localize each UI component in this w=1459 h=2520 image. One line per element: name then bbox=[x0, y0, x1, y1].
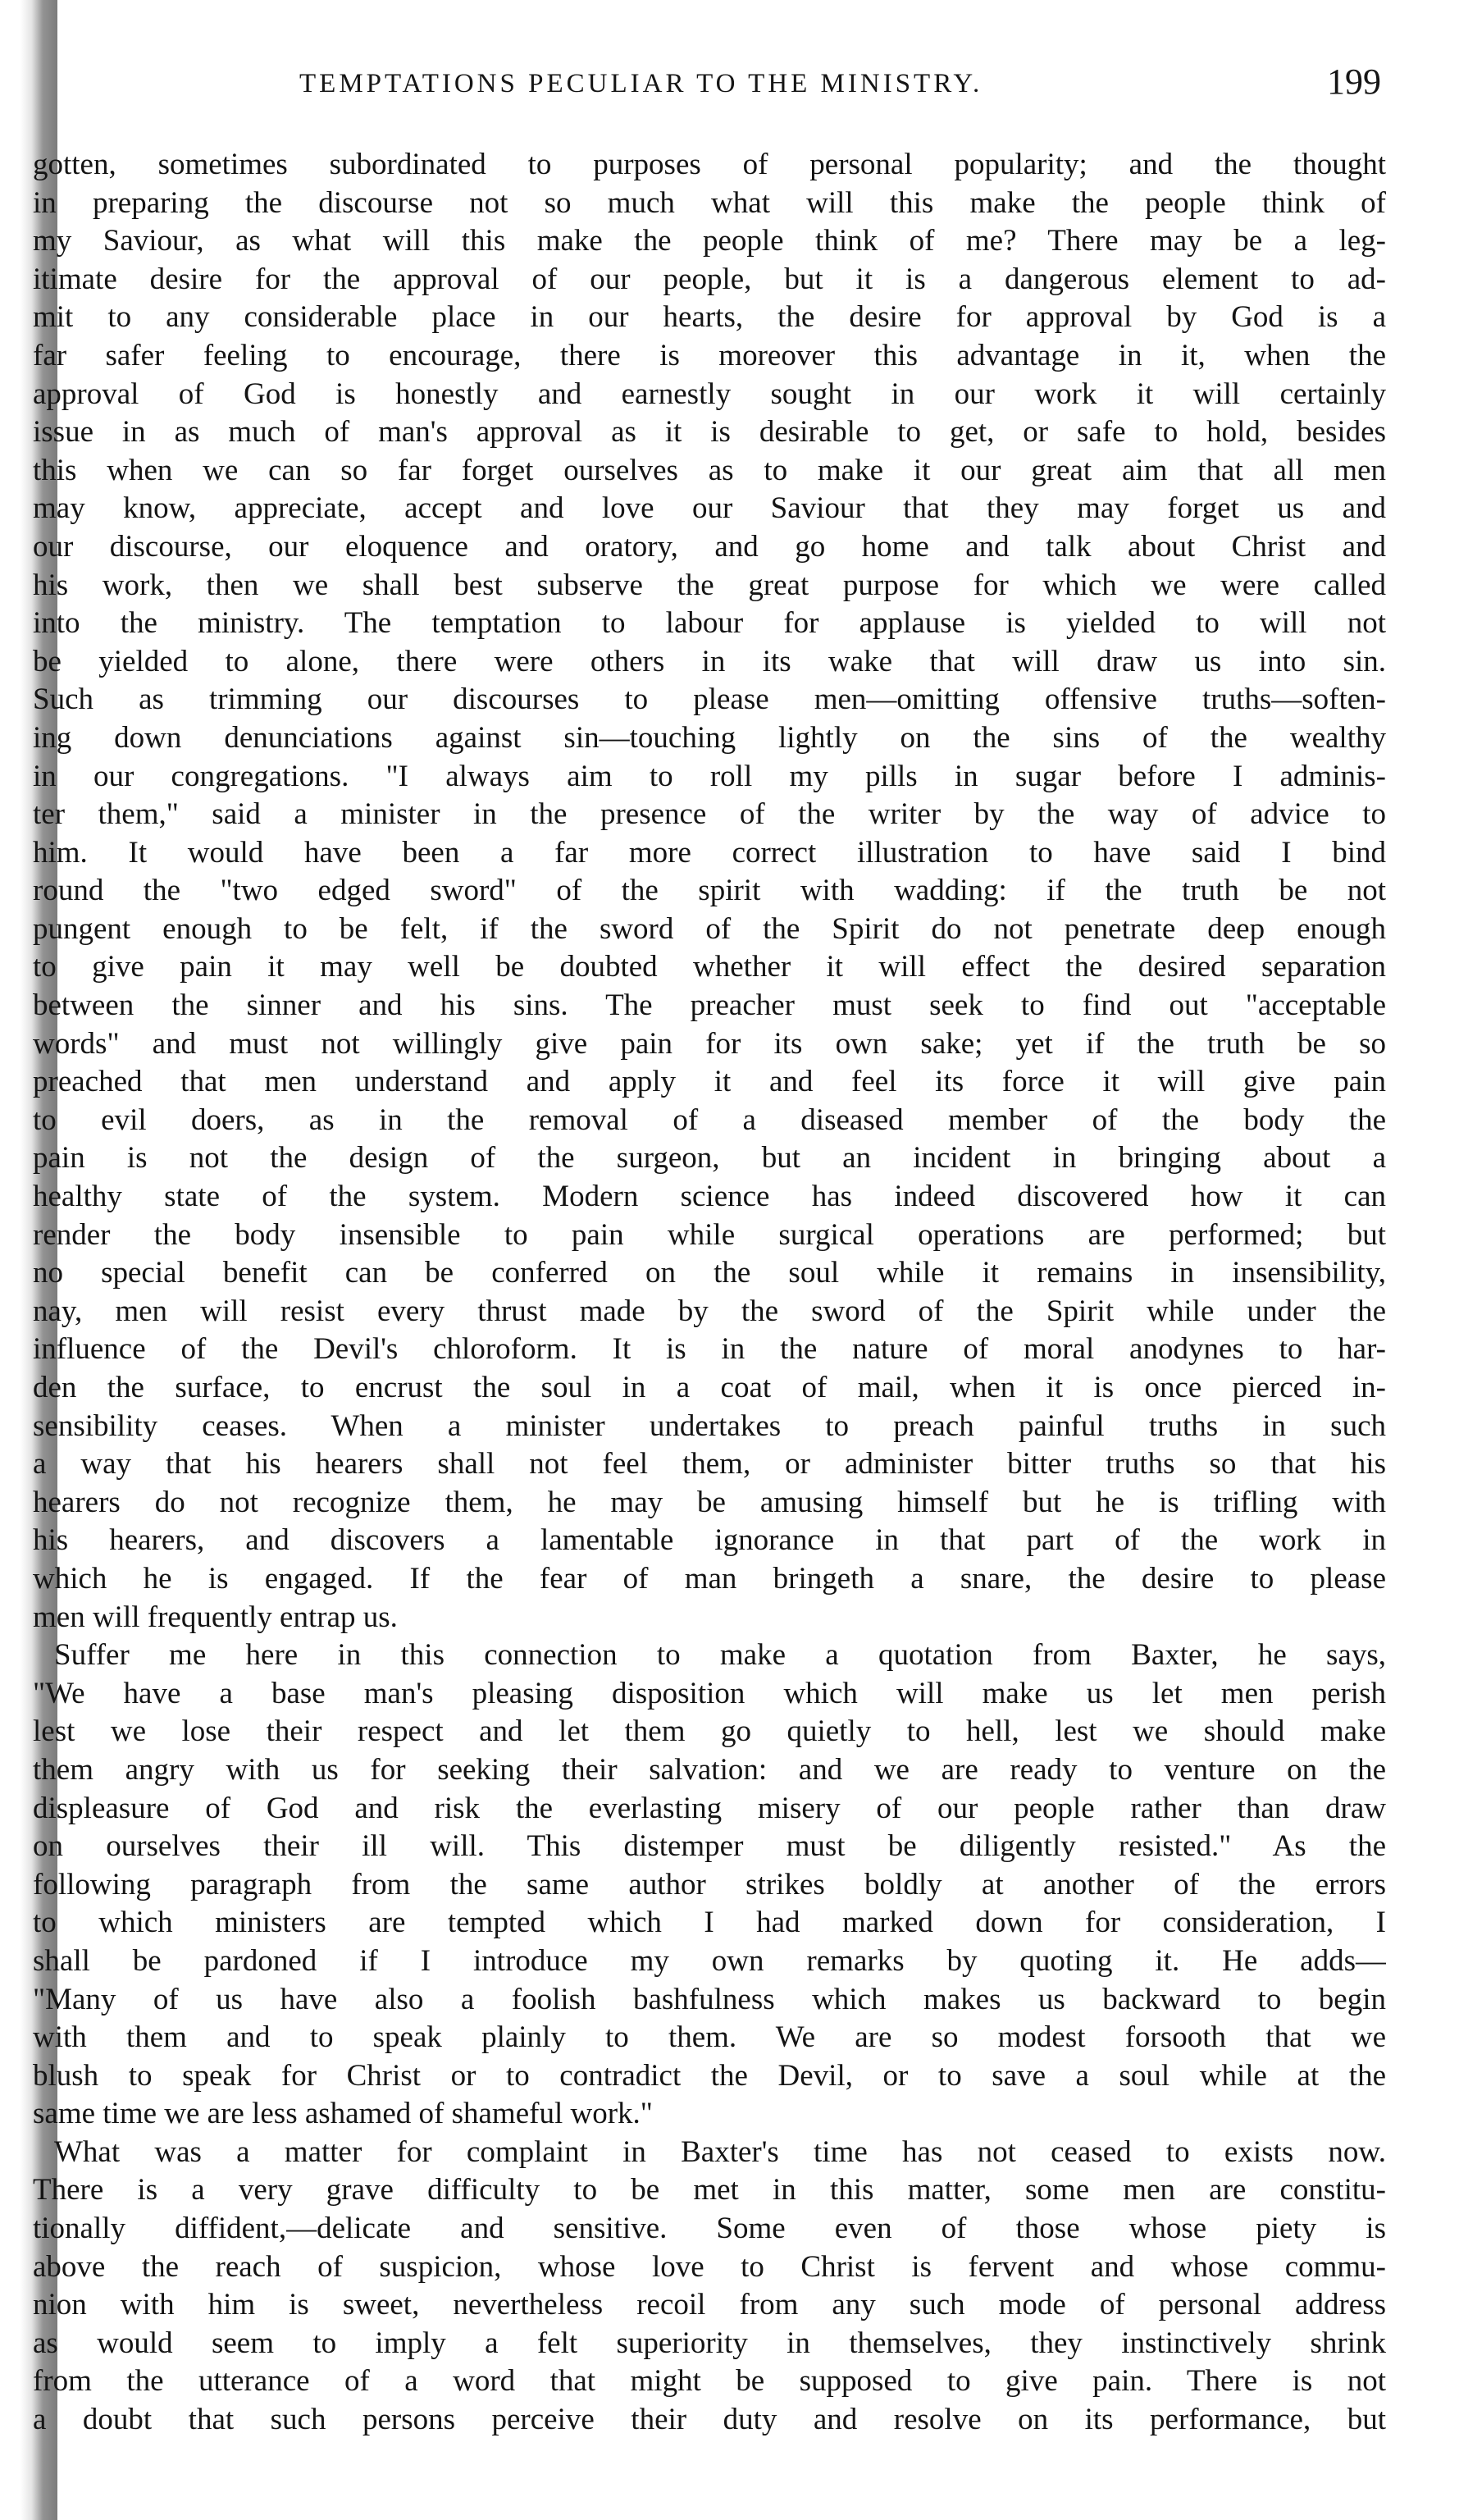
text-line: between the sinner and his sins. The preacher must seek to find out "acceptable bbox=[33, 988, 1386, 1023]
text-line: Suffer me here in this connection to make a quotation from Baxter, he says, bbox=[54, 1638, 1386, 1673]
text-line: nion with him is sweet, nevertheless recoil from any such mode of personal address bbox=[33, 2288, 1386, 2322]
text-line: render the body insensible to pain while surgical operations are performed; but bbox=[33, 1217, 1386, 1252]
text-line: his work, then we shall best subserve the great purpose for which we were called bbox=[33, 568, 1386, 602]
text-line: issue in as much of man's approval as it is desirable to get, or safe to hold, besides bbox=[33, 415, 1386, 450]
text-line: pain is not the design of the surgeon, but an incident in bringing about a bbox=[33, 1141, 1386, 1176]
text-line: from the utterance of a word that might be supposed to give pain. There is not bbox=[33, 2364, 1386, 2399]
text-line: same time we are less ashamed of shameful work." bbox=[33, 2097, 653, 2131]
text-line: following paragraph from the same author strikes boldly at another of the errors bbox=[33, 1867, 1386, 1901]
text-line: my Saviour, as what will this make the people think of me? There may be a leg- bbox=[33, 224, 1386, 258]
text-line: words" and must not willingly give pain for its own sake; yet if the truth be so bbox=[33, 1026, 1386, 1061]
text-line: his hearers, and discovers a lamentable ignorance in that part of the work in bbox=[33, 1523, 1386, 1558]
text-line: lest we lose their respect and let them go quietly to hell, lest we should make bbox=[33, 1714, 1386, 1749]
text-line: in our congregations. "I always aim to roll my pills in sugar before I adminis- bbox=[33, 759, 1386, 793]
text-line: itimate desire for the approval of our people, but it is a dangerous element to ad- bbox=[33, 262, 1386, 296]
text-line: in preparing the discourse not so much what will this make the people think of bbox=[33, 185, 1386, 220]
text-line: to give pain it may well be doubted whether it will effect the desired separation bbox=[33, 950, 1386, 984]
text-line: round the "two edged sword" of the spirit with wadding: if the truth be not bbox=[33, 874, 1386, 908]
text-line: shall be pardoned if I introduce my own remarks by quoting it. He adds— bbox=[33, 1943, 1386, 1978]
text-line: ing down denunciations against sin—touching lightly on the sins of the wealthy bbox=[33, 720, 1386, 755]
text-line: a way that his hearers shall not feel them, or administer bitter truths so that his bbox=[33, 1447, 1386, 1481]
text-line: this when we can so far forget ourselves as to make it our great aim that all men bbox=[33, 453, 1386, 487]
text-line: which he is engaged. If the fear of man bringeth a snare, the desire to please bbox=[33, 1561, 1386, 1596]
text-line: mit to any considerable place in our hearts, the desire for approval by God is a bbox=[33, 300, 1386, 335]
text-line: above the reach of suspicion, whose love to Christ is fervent and whose commu- bbox=[33, 2249, 1386, 2284]
text-line: to which ministers are tempted which I had marked down for consideration, I bbox=[33, 1906, 1386, 1940]
text-line: displeasure of God and risk the everlasting misery of our people rather than draw bbox=[33, 1791, 1386, 1825]
text-line: Such as trimming our discourses to please men—omitting offensive truths—soften- bbox=[33, 682, 1386, 717]
text-line: pungent enough to be felt, if the sword of the Spirit do not penetrate deep enough bbox=[33, 911, 1386, 946]
text-line: influence of the Devil's chloroform. It is in the nature of moral anodynes to har- bbox=[33, 1332, 1386, 1367]
text-line: to evil doers, as in the removal of a diseased member of the body the bbox=[33, 1102, 1386, 1137]
text-line: preached that men understand and apply it and feel its force it will give pain bbox=[33, 1065, 1386, 1099]
text-line: blush to speak for Christ or to contradict the Devil, or to save a soul while at the bbox=[33, 2058, 1386, 2093]
text-line: approval of God is honestly and earnestly sought in our work it will certainly bbox=[33, 377, 1386, 411]
text-line: tionally diffident,—delicate and sensitive. Some even of those whose piety is bbox=[33, 2212, 1386, 2246]
text-line: into the ministry. The temptation to labour for applause is yielded to will not bbox=[33, 606, 1386, 641]
text-line: them angry with us for seeking their salvation: and we are ready to venture on the bbox=[33, 1752, 1386, 1787]
text-line: with them and to speak plainly to them. We are so modest forsooth that we bbox=[33, 2020, 1386, 2055]
text-line: "We have a base man's pleasing disposition which will make us let men perish bbox=[33, 1676, 1386, 1710]
page-number: 199 bbox=[1327, 62, 1381, 102]
running-title: TEMPTATIONS PECULIAR TO THE MINISTRY. bbox=[299, 69, 983, 98]
text-line: as would seem to imply a felt superiority in themselves, they instinctively shrink bbox=[33, 2326, 1386, 2360]
text-line: There is a very grave difficulty to be met in this matter, some men are constitu- bbox=[33, 2173, 1386, 2207]
text-line: hearers do not recognize them, he may be amusing himself but he is trifling with bbox=[33, 1485, 1386, 1519]
text-line: gotten, sometimes subordinated to purposes of personal popularity; and the thought bbox=[33, 148, 1386, 181]
text-line: a doubt that such persons perceive their duty and resolve on its performance, but bbox=[33, 2403, 1386, 2437]
text-line: What was a matter for complaint in Baxter's time has not ceased to exists now. bbox=[54, 2134, 1386, 2169]
text-line: may know, appreciate, accept and love our Saviour that they may forget us and bbox=[33, 491, 1386, 526]
text-line: on ourselves their ill will. This distemper must be diligently resisted." As the bbox=[33, 1829, 1386, 1864]
text-line: be yielded to alone, there were others in its wake that will draw us into sin. bbox=[33, 644, 1386, 678]
text-line: ter them," said a minister in the presence of the writer by the way of advice to bbox=[33, 797, 1386, 832]
text-line: den the surface, to encrust the soul in a coat of mail, when it is once pierced in- bbox=[33, 1371, 1386, 1404]
text-line: healthy state of the system. Modern science has indeed discovered how it can bbox=[33, 1180, 1386, 1214]
text-line: no special benefit can be conferred on the soul while it remains in insensibility, bbox=[33, 1256, 1386, 1290]
text-line: "Many of us have also a foolish bashfulness which makes us backward to begin bbox=[33, 1982, 1386, 2016]
text-line: sensibility ceases. When a minister undertakes to preach painful truths in such bbox=[33, 1408, 1386, 1443]
text-line: far safer feeling to encourage, there is moreover this advantage in it, when the bbox=[33, 338, 1386, 372]
body-text bbox=[33, 146, 1386, 2440]
text-line: our discourse, our eloquence and oratory, and go home and talk about Christ and bbox=[33, 529, 1386, 564]
text-line: him. It would have been a far more correct illustration to have said I bind bbox=[33, 835, 1386, 870]
text-line: men will frequently entrap us. bbox=[33, 1600, 398, 1634]
text-line: nay, men will resist every thrust made by the sword of the Spirit while under the bbox=[33, 1294, 1386, 1328]
